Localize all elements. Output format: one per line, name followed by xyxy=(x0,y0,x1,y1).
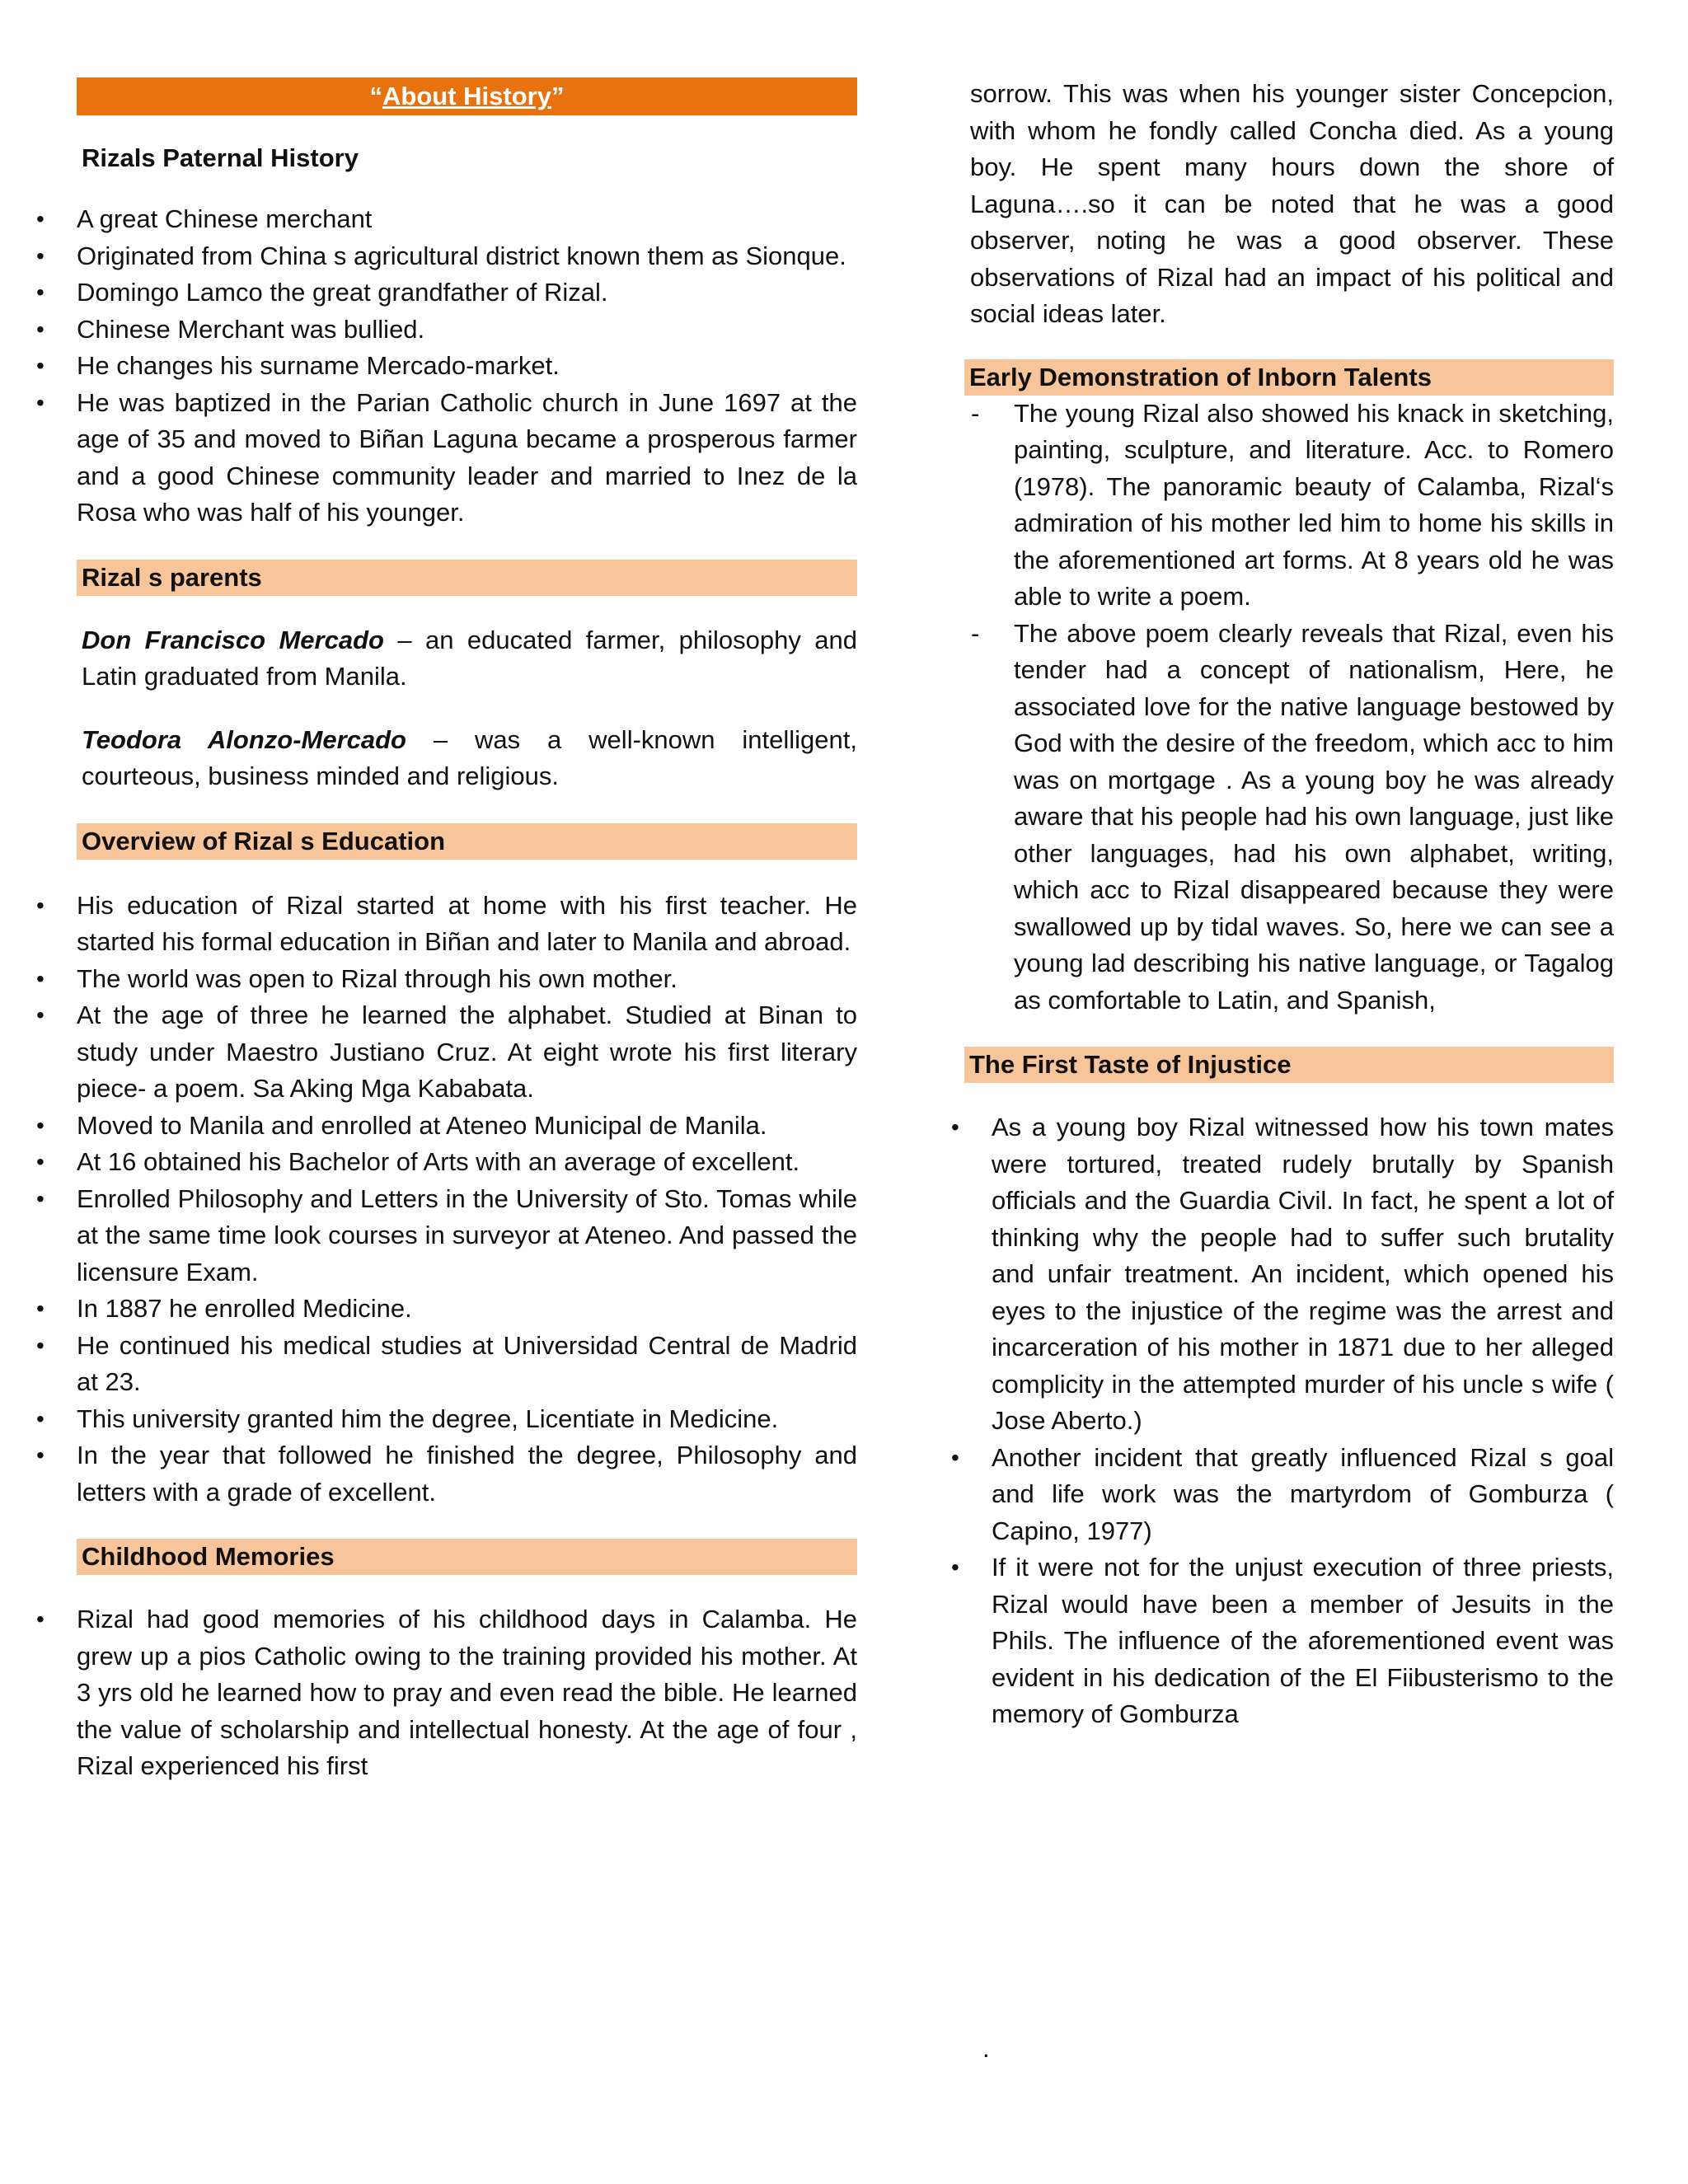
talents-heading: Early Demonstration of Inborn Talents xyxy=(964,359,1614,396)
childhood-continued-paragraph: sorrow. This was when his younger sister Concepcion, with whom he fondly called Concha died. As a young boy. He spent many hours down the shore of Laguna….so it can be noted that he was a good observer, noting he was a good observer. These observations of Rizal had an impact of his political and social ideas later. xyxy=(970,79,1614,328)
list-item: • Moved to Manila and enrolled at Ateneo Municipal de Manila. xyxy=(77,1108,857,1145)
list-item: • Enrolled Philosophy and Letters in the University of Sto. Tomas while at the same time look courses in surveyor at Ateneo. And passed the licensure Exam. xyxy=(77,1181,857,1291)
education-list xyxy=(77,888,857,1511)
about-history-link[interactable]: About History xyxy=(382,82,551,110)
injustice-list xyxy=(964,1109,1614,1733)
list-item: - The above poem clearly reveals that Rizal, even his tender had a concept of nationalism, Here, he associated love for the native language bestowed by God with the desire of the freedom, which acc to him was on mortgage . As a young boy he was already aware that his people had his own language, just like other languages, had his own alphabet, writing, which acc to Rizal disappeared because they were swallowed up by tidal waves. So, here we can see a young lad describing his native language, or Tagalog as comfortable to Latin, and Spanish, xyxy=(964,616,1614,1019)
injustice-heading: The First Taste of Injustice xyxy=(964,1047,1614,1083)
list-item: • As a young boy Rizal witnessed how his town mates were tortured, treated rudely brutally by Spanish officials and the Guardia Civil. In fact, he spent a lot of thinking why the people had to suffer such brutality and unfair treatment. An incident, which opened his eyes to the injustice of the regime was the arrest and incarceration of his mother in 1871 due to her alleged complicity in the attempted murder of his uncle s wife ( Jose Aberto.) xyxy=(992,1109,1614,1440)
list-item: • If it were not for the unjust execution of three priests, Rizal would have been a member of Jesuits in the Phils. The influence of the aforementioned event was evident in his dedication of the El Fiibusterismo to the memory of Gomburza xyxy=(992,1549,1614,1733)
childhood-list xyxy=(77,1601,857,1785)
left-column xyxy=(77,77,857,1785)
father-paragraph xyxy=(77,622,857,696)
list-item: • He changes his surname Mercado-market. xyxy=(77,348,857,385)
father-description: – an educated farmer, philosophy and Latin graduated from Manila. xyxy=(82,625,857,691)
title-close-quote: ” xyxy=(551,82,565,110)
list-item: • A great Chinese merchant xyxy=(77,201,857,238)
list-item: • Originated from China s agricultural district known them as Sionque. xyxy=(77,238,857,275)
talents-list xyxy=(964,396,1614,1019)
document-title-bar xyxy=(77,77,857,115)
trailing-period: . xyxy=(982,2034,990,2063)
title-open-quote: “ xyxy=(369,82,383,110)
education-heading: Overview of Rizal s Education xyxy=(77,823,857,860)
mother-name: Teodora Alonzo-Mercado xyxy=(82,724,406,754)
list-item: • Domingo Lamco the great grandfather of Rizal. xyxy=(77,274,857,312)
list-item: • Another incident that greatly influenced Rizal s goal and life work was the martyrdom of Gomburza ( Capino, 1977) xyxy=(992,1440,1614,1550)
list-item: • Chinese Merchant was bullied. xyxy=(77,312,857,349)
list-item: • In 1887 he enrolled Medicine. xyxy=(77,1291,857,1328)
parents-heading: Rizal s parents xyxy=(77,560,857,596)
list-item: • He was baptized in the Parian Catholic church in June 1697 at the age of 35 and moved to Biñan Laguna became a prosperous farmer and a good Chinese community leader and married to Inez de la Rosa who was half of his younger. xyxy=(77,385,857,532)
list-item: • His education of Rizal started at home with his first teacher. He started his formal education in Biñan and later to Manila and abroad. xyxy=(77,888,857,961)
list-item: • The world was open to Rizal through his own mother. xyxy=(77,961,857,998)
paternal-history-heading: Rizals Paternal History xyxy=(82,143,359,172)
list-item: • He continued his medical studies at Universidad Central de Madrid at 23. xyxy=(77,1328,857,1401)
right-column xyxy=(964,77,1614,1733)
list-item: - The young Rizal also showed his knack in sketching, painting, sculpture, and literature. Acc. to Romero (1978). The panoramic beauty of Calamba, Rizal‘s admiration of his mother led him to home his skills in the aforementioned art forms. At 8 years old he was able to write a poem. xyxy=(964,396,1614,616)
childhood-heading: Childhood Memories xyxy=(77,1539,857,1575)
mother-paragraph xyxy=(77,722,857,795)
mother-description: – was a well-known intelligent, courteous, business minded and religious. xyxy=(82,724,857,790)
list-item: • In the year that followed he finished the degree, Philosophy and letters with a grade of excellent. xyxy=(77,1437,857,1511)
list-item: • Rizal had good memories of his childhood days in Calamba. He grew up a pios Catholic owing to the training provided his mother. At 3 yrs old he learned how to pray and even read the bible. He learned the value of scholarship and intellectual honesty. At the age of four , Rizal experienced his first xyxy=(77,1601,857,1785)
list-item: • This university granted him the degree, Licentiate in Medicine. xyxy=(77,1401,857,1438)
list-item: • At the age of three he learned the alphabet. Studied at Binan to study under Maestro Justiano Cruz. At eight wrote his first literary piece- a poem. Sa Aking Mga Kababata. xyxy=(77,997,857,1108)
father-name: Don Francisco Mercado xyxy=(82,625,384,654)
list-item: • At 16 obtained his Bachelor of Arts with an average of excellent. xyxy=(77,1144,857,1181)
paternal-history-list xyxy=(77,201,857,532)
